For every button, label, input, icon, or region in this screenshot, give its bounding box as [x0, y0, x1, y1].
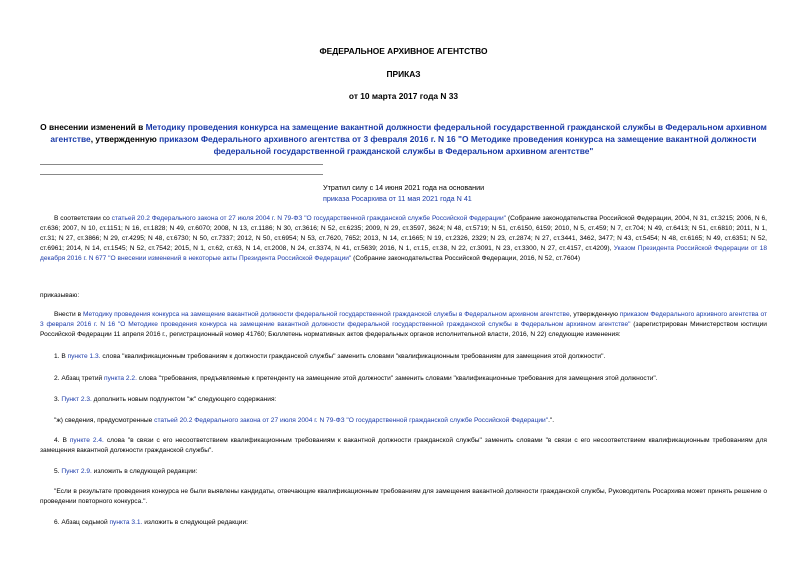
- intro-text: Внести в: [54, 311, 83, 318]
- intro-link-order[interactable]: приказом Федерального архивного агентства от 3 февраля 2016 г. N 16 "О Методике проведения конкурса на замещение вакантной должности федеральной государственной гражданской службы в Федеральном архивном агентстве": [40, 311, 768, 328]
- item-text: изложить в следующей редакции:: [91, 468, 198, 475]
- item-text: 1. В: [54, 353, 68, 360]
- item-text: изложить в следующей редакции:: [142, 519, 248, 526]
- title-text: О внесении изменений в: [40, 122, 146, 132]
- intro-paragraph: [40, 310, 767, 340]
- item-text: 4. В: [54, 437, 70, 444]
- item-link[interactable]: пункта 3.1.: [109, 519, 143, 526]
- document-date-number: от 10 марта 2017 года N 33: [348, 91, 459, 101]
- status-note-text: Утратил силу с 14 июня 2021 года на основании: [323, 183, 485, 192]
- item-link[interactable]: Пункт 2.9.: [61, 468, 92, 475]
- preamble-link-decree[interactable]: Указом Президента Российской Федерации от 18 декабря 2016 г. N 677 "О внесении изменений в некоторые акты Президента Российской Федерации": [40, 245, 767, 262]
- item-text: слова "требования, предъявляемые к претенденту на замещение этой должности" заменить словами "квалификационные требования для замещения этой должности".: [136, 375, 658, 382]
- title-link-methodology[interactable]: Методику проведения конкурса на замещение вакантной должности федеральной государственной гражданской службы в Федеральном архивном агентстве: [50, 122, 767, 144]
- preamble-text: В соответствии со: [54, 215, 112, 222]
- item-text: дополнить новым подпунктом "ж" следующего содержания:: [91, 396, 277, 403]
- title-text: , утвержденную: [90, 134, 160, 144]
- list-item: [40, 374, 767, 384]
- item-text: 6. Абзац седьмой: [54, 519, 110, 526]
- item-link[interactable]: Пункт 2.3.: [61, 396, 92, 403]
- intro-text: (зарегистрирован Министерством юстиции Российской Федерации 11 апреля 2016 г., регистрационный номер 41760; Бюллетень нормативных актов федеральных органов исполнительной власти, 2016, N 22) следующие изменения:: [40, 321, 767, 338]
- agency-name: ФЕДЕРАЛЬНОЕ АРХИВНОЕ АГЕНТСТВО: [319, 46, 488, 56]
- intro-link-methodology[interactable]: Методику проведения конкурса на замещение вакантной должности федеральной государственной гражданской службы в Федеральном архивном агентстве: [82, 311, 570, 318]
- preamble-paragraph: [40, 214, 767, 264]
- item-link[interactable]: пункта 2.2.: [104, 375, 137, 382]
- item-text: слова "квалификационным требованиям к должности гражданской службы" заменить словами "квалификационным требованиям для замещения этой должности".: [100, 353, 606, 360]
- item-text: "Если в результате проведения конкурса не были выявлены кандидаты, отвечающие квалификационным требованиям для замещения вакантной должности гражданской службы, Руководитель Росархива может принять решение о проведении повторного конкурса.".: [40, 488, 767, 505]
- list-item: [40, 487, 767, 507]
- item-text: слова "в связи с его несоответствием квалификационным требованиям к вакантной должности гражданской службы" заменить словами "в связи с его несоответствием квалификационным требованиям для замещения вакантной должности гражданской службы".: [40, 437, 767, 454]
- list-item: [40, 436, 767, 456]
- item-text: "ж) сведения, предусмотренные: [54, 417, 155, 424]
- divider: [40, 164, 323, 165]
- item-text: 5.: [54, 468, 62, 475]
- status-note: [323, 182, 484, 204]
- list-item: [40, 395, 767, 405]
- item-text: 2. Абзац третий: [54, 375, 105, 382]
- list-item: [40, 518, 767, 528]
- item-link[interactable]: пункте 1.3.: [67, 353, 101, 360]
- order-word: приказываю:: [40, 292, 80, 299]
- item-text: .".: [548, 417, 555, 424]
- document-type: ПРИКАЗ: [386, 69, 421, 79]
- list-item: [40, 352, 767, 362]
- intro-text: , утвержденную: [569, 311, 620, 318]
- item-text: 3.: [54, 396, 62, 403]
- item-link[interactable]: статьей 20.2 Федерального закона от 27 июля 2004 г. N 79-ФЗ "О государственной гражданской службе Российской Федерации": [154, 417, 549, 424]
- preamble-link-law[interactable]: статьей 20.2 Федерального закона от 27 июля 2004 г. N 79-ФЗ "О государственной гражданской службе Российской Федерации": [111, 215, 507, 222]
- list-item: [40, 467, 767, 477]
- status-note-link[interactable]: приказа Росархива от 11 мая 2021 года N 41: [323, 194, 472, 203]
- preamble-text: (Собрание законодательства Российской Федерации, 2004, N 31, ст.3215; 2006, N 6, ст.636; 2007, N 10, ст.1151; N 16, ст.1828; N 49, ст.6070; 2008, N 13, ст.1186; N 30, ст.3616; N 52, ст.6235; 2009, N 29, ст.3597, 3624; N 48, ст.5719; N 51, ст.6150, 6159; 2010, N 5, ст.459; N 7, ст.704; N 49, ст.6413; N 51, ст.6810; 2011, N 1, ст.31; N 27, ст.3866; N 29, ст.4295; N 48, ст.6730; N 50, ст.7337; 2012, N 50, ст.6954; N 53, ст.7620, 7652; 2013, N 14, ст.1665; N 19, ст.2326, 2329; N 23, ст.2874; N 27, ст.3441, 3462, 3477; N 43, ст.5454; N 48, ст.6165; N 49, ст.6351; N 52, ст.6961; 2014, N 14, ст.1545; N 52, ст.7542; 2015, N 1, ст.62, ст.63, N 14, ст.2008, N 24, ст.3374, N 41, ст.5639; 2016, N 1, ст.15, ст.38, N 22, ст.3091, N 23, ст.3300, N 27, ст.4157, ст.4209),: [40, 215, 767, 252]
- item-link[interactable]: пункте 2.4.: [69, 437, 104, 444]
- list-item: [40, 416, 767, 426]
- divider: [40, 174, 323, 175]
- preamble-text: (Собрание законодательства Российской Федерации, 2016, N 52, ст.7604): [351, 255, 581, 262]
- title-link-order[interactable]: приказом Федерального архивного агентства от 3 февраля 2016 г. N 16 "О Методике проведения конкурса на замещение вакантной должности федеральной государственной гражданской службы в Федеральном архивном агентстве": [159, 134, 757, 156]
- document-title: [40, 121, 767, 157]
